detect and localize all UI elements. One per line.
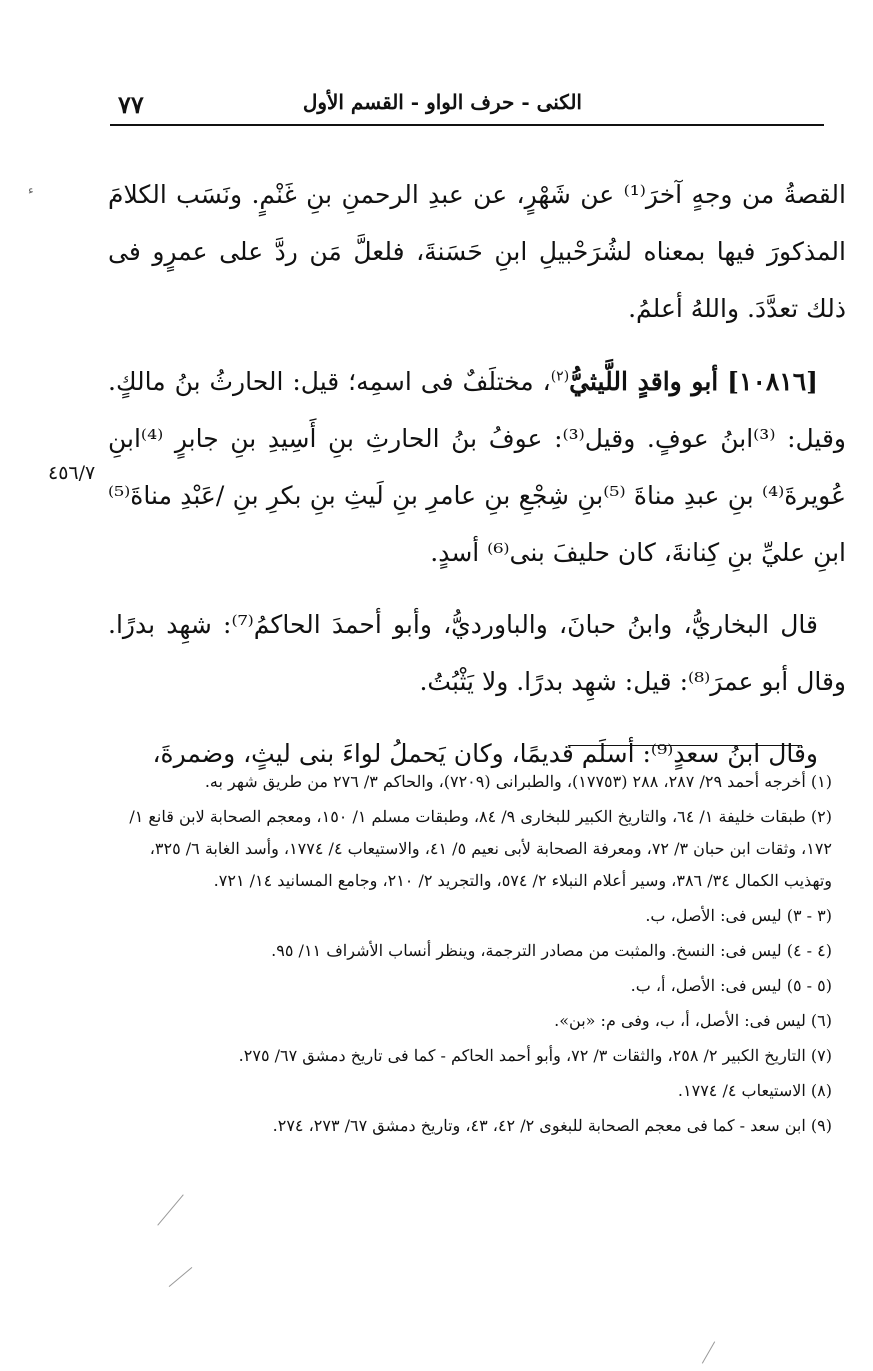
footnote-5: (٥ - ٥) ليس فى: الأصل، أ، ب. — [630, 976, 832, 995]
pen-stroke — [157, 1194, 183, 1225]
footnote-1: (١) أخرجه أحمد ٢٩/ ٢٨٧، ٢٨٨ (١٧٧٥٣)، والطبرانى (٧٢٠٩)، والحاكم ٣/ ٢٧٦ من طريق شهر به. — [204, 772, 832, 791]
page-header — [110, 86, 824, 126]
footnote-marker-2: (٢) — [550, 368, 570, 385]
page-number: ٧٧ — [118, 90, 144, 119]
margin-reference: ٤٥٦/٧ — [48, 462, 96, 484]
margin-mark: ﺀ — [28, 183, 34, 197]
paragraph-1: القصةُ من وجهٍ آخرَ⁽¹⁾ عن شَهْرٍ، عن عبدِ الرحمنِ بنِ غَنْمٍ. ونَسَب الكلامَ المذكورَ فيها بمعناه لشُرَحْبيلِ ابنِ حَسَنةَ، فلعلَّ مَن ردَّ على عمرٍو فى ذلك تعدَّدَ. واللهُ أعلمُ. — [108, 180, 846, 323]
pen-stroke — [169, 1267, 193, 1287]
footnotes — [118, 766, 832, 1145]
footnote-rule — [568, 745, 802, 746]
footnote-9: (٩) ابن سعد - كما فى معجم الصحابة للبغوى ٢/ ٤٢، ٤٣، وتاريخ دمشق ٦٧/ ٢٧٣، ٢٧٤. — [272, 1116, 832, 1135]
footnote-8: (٨) الاستيعاب ٤/ ١٧٧٤. — [677, 1081, 832, 1100]
header-rule — [110, 124, 824, 126]
running-title: الكنى - حرف الواو - القسم الأول — [302, 90, 582, 114]
paragraph-4: وقال ابنُ سعدٍ⁽⁹⁾: أسلَم قديمًا، وكان يَحملُ لواءَ بنى ليثٍ، وضمرةَ، — [152, 739, 818, 768]
footnote-6: (٦) ليس فى: الأصل، أ، ب، وفى م: «بن». — [554, 1011, 832, 1030]
main-text — [108, 166, 846, 797]
entry-name: أبو واقدٍ اللَّيثيُّ — [569, 367, 719, 396]
footnote-3: (٣ - ٣) ليس فى: الأصل، ب. — [645, 906, 832, 925]
footnote-2: (٢) طبقات خليفة ١/ ٦٤، والتاريخ الكبير للبخارى ٩/ ٨٤، وطبقات مسلم ١/ ١٥٠، ومعجم الصحابة لابن قانع ١/ ١٧٢، وثقات ابن حبان ٣/ ٧٢، ومعرفة الصحابة لأبى نعيم ٥/ ٤١، والاستيعاب ٤/ ١٧٧٤، وأسد الغابة ٦/ ٣٢٥، وتهذيب الكمال ٣٤/ ٣٨٦، وسير أعلام النبلاء ٢/ ٥٧٤، والتجريد ٢/ ٢١٠، وجامع المسانيد ١٤/ ٧٢١. — [129, 807, 832, 890]
entry-paragraph — [108, 353, 846, 581]
footnote-4: (٤ - ٤) ليس فى: النسخ. والمثبت من مصادر الترجمة، وينظر أنساب الأشراف ١١/ ٩٥. — [271, 941, 832, 960]
pen-stroke — [702, 1341, 715, 1363]
entry-number: [١٠٨١٦] — [727, 367, 818, 396]
entry-text: ، مختلَفٌ فى اسمِه؛ قيل: الحارثُ بنُ مالكٍ. وقيل: ⁽³⁾ابنُ عوفٍ. وقيل⁽³⁾: عوفُ بنُ الحارثِ بنِ أَسِيدِ بنِ جابرٍ ⁽⁴⁾ابنِ عُويرةَ⁽⁴⁾ بنِ عبدِ مناةَ ⁽⁵⁾بنِ شِجْعِ بنِ عامرِ بنِ لَيثِ بنِ بكرِ بنِ /عَبْدِ مناةَ⁽⁵⁾ ابنِ عليِّ بنِ كِنانةَ، كان حليفَ بنى⁽⁶⁾ أسدٍ. — [108, 367, 846, 567]
footnote-7: (٧) التاريخ الكبير ٢/ ٢٥٨، والثقات ٣/ ٧٢، وأبو أحمد الحاكم - كما فى تاريخ دمشق ٦٧/ ٢٧٥. — [238, 1046, 832, 1065]
paragraph-3: قال البخاريُّ، وابنُ حبانَ، والباورديُّ، وأبو أحمدَ الحاكمُ⁽⁷⁾: شهِد بدرًا. وقال أبو عمرَ⁽⁸⁾: قيل: شهِد بدرًا. ولا يَثْبُتُ. — [108, 610, 846, 696]
